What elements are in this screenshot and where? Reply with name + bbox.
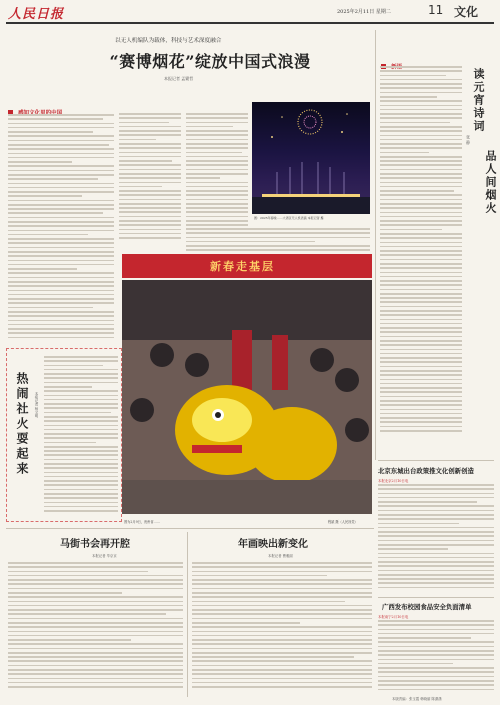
lead-body-col4 (186, 228, 370, 256)
lead-headline: “赛博烟花”绽放中国式浪漫 (109, 52, 311, 71)
masthead-rule (6, 22, 494, 24)
right-author: 张 静 (466, 135, 471, 145)
newspaper-logo: 人民日报 (8, 7, 65, 22)
feature-caption: 图为2月9日，贵州省…… (124, 520, 160, 524)
right-news-rule-2 (378, 597, 494, 598)
news1-headline: 北京东城出台政策推文化创新创造 (378, 467, 474, 475)
lead-kicker: 以无人机编队为载体，科技与艺术深度融合 (115, 38, 222, 44)
issue-date: 2025年2月11日 星期二 (337, 9, 391, 15)
feature-credit: 程斌 摄（人民视觉） (328, 520, 358, 524)
lead-byline: 本报记者 孟繁哲 (164, 76, 194, 81)
bottom-mid-headline: 年画映出新变化 (238, 539, 308, 550)
drone-show-photo (252, 102, 370, 214)
lead-body-col1 (8, 114, 114, 347)
right-title-line1: 读元宵诗词 (472, 68, 485, 133)
right-column-text (380, 66, 462, 444)
bottom-rule (6, 528, 374, 529)
bottom-col-divider (187, 532, 188, 697)
news2-byline: 本报南宁2月10日电 (378, 615, 409, 619)
section-name: 文化 (454, 5, 479, 19)
feature-title: 热闹社火耍起来 (15, 372, 29, 477)
right-column-divider (375, 30, 376, 460)
feature-banner-text: 新春走基层 (210, 260, 275, 273)
lead-body-col3 (186, 113, 248, 243)
feature-byline: 本报记者 杨文明 (35, 392, 39, 418)
masthead (0, 0, 500, 24)
lion-dance-photo (122, 280, 372, 514)
right-news-rule (378, 460, 494, 461)
bottom-left-body (8, 562, 183, 695)
lead-story-header (60, 36, 360, 94)
footer-credits: 本版责编：张玉霞 韩晓丽 陈潇潇 (392, 697, 442, 701)
bottom-left-headline: 马街书会再开腔 (60, 539, 130, 550)
lion-dance-illustration (122, 280, 372, 514)
bottom-mid-body (192, 562, 372, 695)
news1-byline: 本报北京2月10日电 (378, 479, 409, 483)
bottom-left-byline: 本报记者 毕京京 (92, 554, 117, 558)
lead-body-col2 (119, 113, 181, 243)
drone-lights-illustration (252, 102, 370, 214)
news2-body (378, 620, 494, 695)
news1-body (378, 484, 494, 594)
right-title-line2: 品人间烟火 (484, 150, 497, 215)
bottom-mid-byline: 本报记者 曹雅丽 (268, 554, 293, 558)
drone-photo-caption: 图：2025年春晚……大湾区无人机表演 本报记者 摄 (254, 216, 324, 220)
feature-text-left (44, 356, 118, 516)
page-number: 11 (428, 3, 444, 17)
news2-headline: 广西发布校园食品安全负面清单 (382, 603, 472, 611)
